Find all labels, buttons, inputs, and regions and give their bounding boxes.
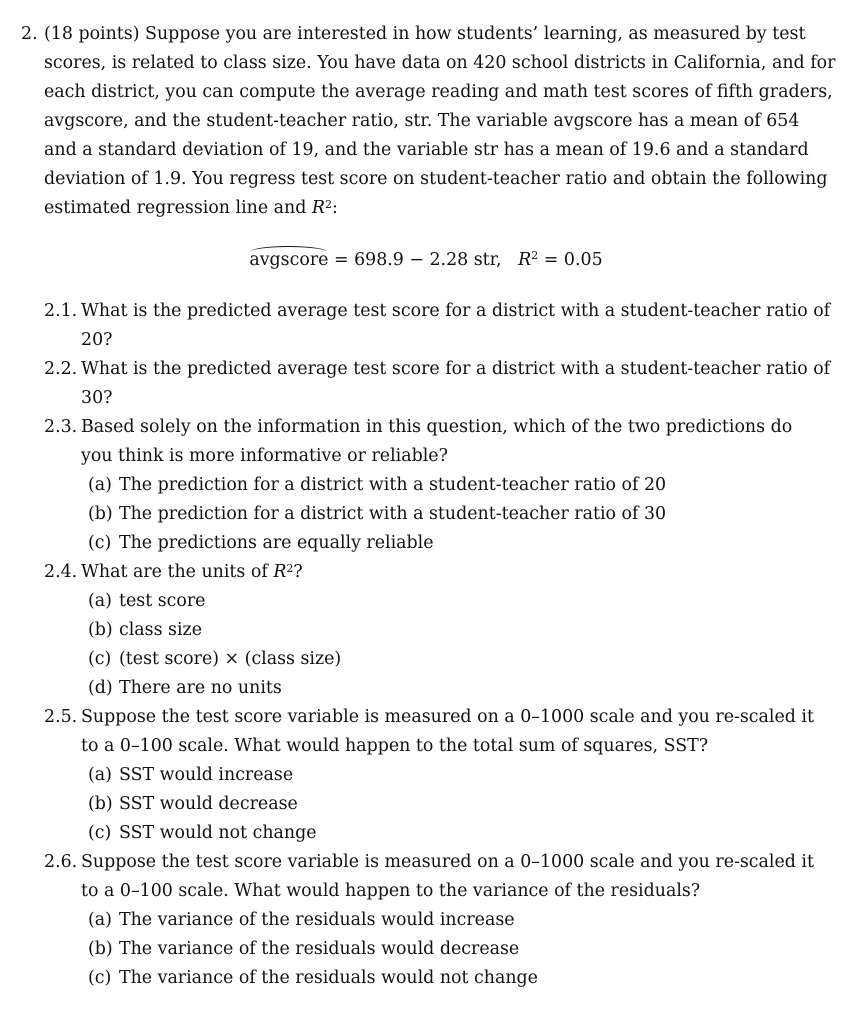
option-text: The variance of the residuals would decrease [119, 939, 520, 959]
equation-r2-label: R [518, 250, 532, 270]
option-2-6-c [88, 964, 538, 993]
subquestion-line: to a 0–100 scale. What would happen to the total sum of squares, SST? [81, 736, 709, 756]
option-label: (b) [88, 620, 113, 640]
option-label: (a) [88, 910, 112, 930]
subquestion-number: 2.6. [44, 852, 78, 872]
option-label: (a) [88, 765, 112, 785]
subquestion-text [81, 413, 793, 471]
option-label: (c) [88, 823, 112, 843]
intro-line-last [44, 194, 759, 223]
option-text: The prediction for a district with a student-teacher ratio of 30 [119, 504, 667, 524]
intro-line: (18 points) Suppose you are interested in how students’ learning, as measured by test [44, 24, 806, 44]
subquestion-number: 2.4. [44, 562, 78, 582]
option-2-4-a [88, 587, 205, 616]
option-label: (b) [88, 504, 113, 524]
intro-line: deviation of 1.9. You regress test score on student-teacher ratio and obtain the following [44, 169, 828, 189]
option-2-4-c [88, 645, 341, 674]
subquestion-text [81, 848, 814, 906]
option-2-5-c [88, 819, 317, 848]
option-2-5-a [88, 761, 293, 790]
option-text: There are no units [119, 678, 282, 698]
option-2-6-a [88, 906, 515, 935]
option-label: (d) [88, 678, 113, 698]
subquestion-line-tail: ? [293, 562, 303, 582]
equation-r2-exponent: 2 [531, 249, 539, 262]
option-2-3-b [88, 500, 666, 529]
subquestion-line: 30? [81, 388, 113, 408]
subquestion-text [81, 355, 831, 413]
intro-line-text: estimated regression line and [44, 198, 312, 218]
subquestion-line: Suppose the test score variable is measured on a 0–1000 scale and you re-scaled it [81, 852, 814, 872]
r-squared-exponent: 2 [325, 198, 332, 211]
option-text: The variance of the residuals would not change [119, 968, 538, 988]
r-squared-symbol: R [273, 562, 287, 582]
subquestion-line: Based solely on the information in this question, which of the two predictions do [81, 417, 793, 437]
equation-rhs: = 698.9 − 2.28 str, [328, 250, 502, 270]
option-text: The predictions are equally reliable [119, 533, 434, 553]
option-2-6-b [88, 935, 519, 964]
option-label: (c) [88, 649, 112, 669]
intro-line: avgscore, and the student-teacher ratio, str. The variable avgscore has a mean of 654 [44, 111, 800, 131]
subquestion-line: What is the predicted average test score for a district with a student-teacher ratio of [81, 301, 831, 321]
option-label: (a) [88, 475, 112, 495]
option-text: class size [119, 620, 202, 640]
option-2-3-a [88, 471, 666, 500]
option-label: (a) [88, 591, 112, 611]
intro-line: each district, you can compute the average reading and math test scores of fifth graders, [44, 82, 833, 102]
subquestion-number: 2.1. [44, 301, 78, 321]
subquestion-text [81, 558, 759, 587]
subquestion-number: 2.5. [44, 707, 78, 727]
subquestion-line [81, 558, 759, 587]
option-text: The prediction for a district with a student-teacher ratio of 20 [119, 475, 667, 495]
r-squared-symbol: R [311, 198, 325, 218]
regression-equation [0, 245, 852, 275]
option-text: SST would not change [119, 823, 317, 843]
subquestion-text [81, 703, 814, 761]
option-text: The variance of the residuals would increase [119, 910, 515, 930]
option-2-5-b [88, 790, 298, 819]
option-text: SST would increase [119, 765, 294, 785]
intro-line: scores, is related to class size. You have data on 420 school districts in California, and for [44, 53, 836, 73]
intro-line: and a standard deviation of 19, and the variable str has a mean of 19.6 and a standard [44, 140, 809, 160]
equation-r2-value: = 0.05 [538, 250, 603, 270]
question-intro [44, 20, 836, 223]
intro-tail: : [332, 198, 338, 218]
subquestion-number: 2.3. [44, 417, 78, 437]
equation-lhs: avgscore [249, 250, 329, 270]
option-text: SST would decrease [119, 794, 298, 814]
subquestion-line: you think is more informative or reliable? [81, 446, 448, 466]
subquestion-number: 2.2. [44, 359, 78, 379]
option-label: (c) [88, 968, 112, 988]
option-text: test score [119, 591, 206, 611]
question-number: 2. [21, 24, 38, 44]
option-2-4-d [88, 674, 282, 703]
option-2-4-b [88, 616, 202, 645]
subquestion-line: 20? [81, 330, 113, 350]
subquestion-text [81, 297, 831, 355]
equation-lhs-hat [249, 245, 328, 275]
option-2-3-c [88, 529, 434, 558]
option-label: (b) [88, 794, 113, 814]
r-squared-exponent: 2 [286, 562, 294, 575]
option-label: (c) [88, 533, 112, 553]
subquestion-line-text: What are the units of [81, 562, 274, 582]
option-text: (test score) × (class size) [119, 649, 342, 669]
option-label: (b) [88, 939, 113, 959]
subquestion-line: Suppose the test score variable is measured on a 0–1000 scale and you re-scaled it [81, 707, 814, 727]
subquestion-line: What is the predicted average test score for a district with a student-teacher ratio of [81, 359, 831, 379]
subquestion-line: to a 0–100 scale. What would happen to the variance of the residuals? [81, 881, 701, 901]
